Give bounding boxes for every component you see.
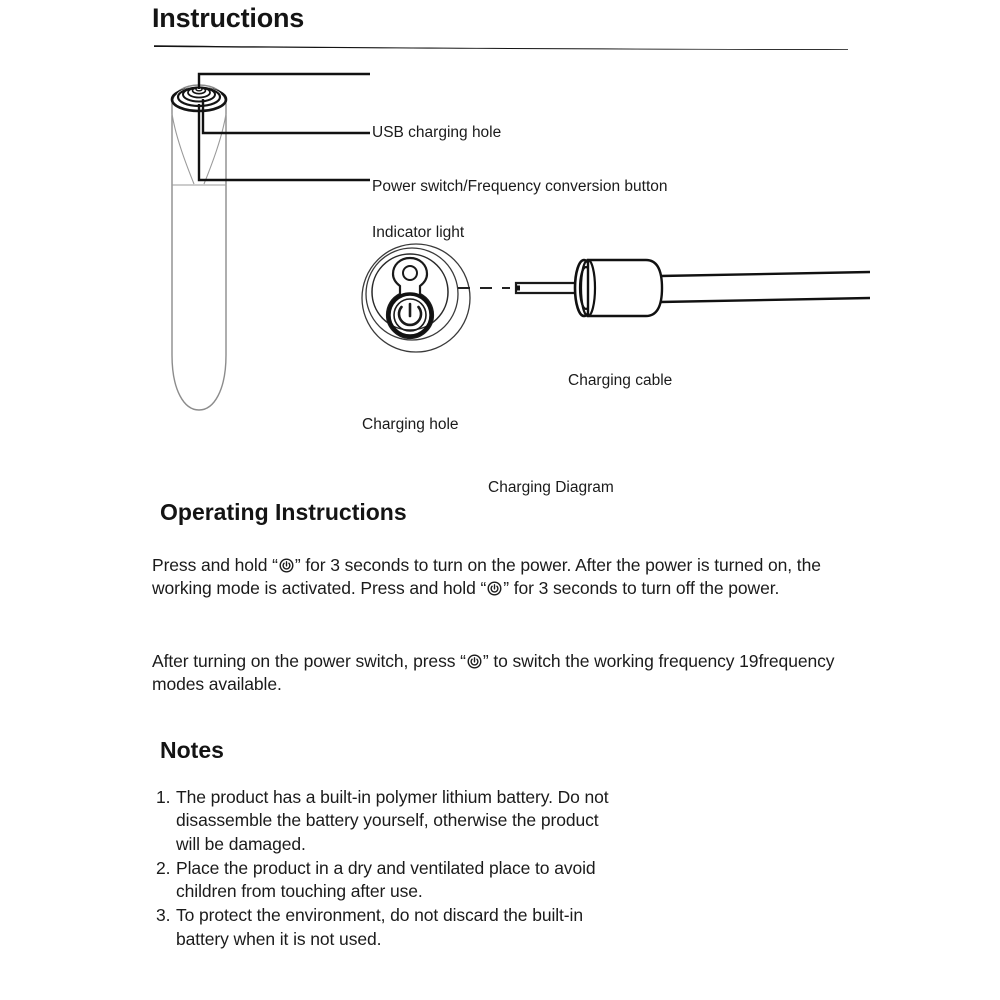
- op2-text-part-2: ” to switch the working frequency 19frequency modes available.: [152, 651, 835, 695]
- charging-hole-icon: [362, 244, 470, 352]
- note-number: 2.: [156, 857, 171, 878]
- operating-instructions-heading: Operating Instructions: [160, 499, 407, 525]
- note-text: [176, 786, 856, 856]
- caption-charging-hole: Charging hole: [362, 416, 459, 433]
- operating-paragraph-1: [152, 554, 852, 600]
- list-item: [156, 786, 856, 856]
- op1-text-part-2: ” for 3 seconds to turn on the power. After the power is turned on, the working mode is activated. Press and hold “: [152, 555, 821, 599]
- note-text: [176, 857, 856, 904]
- caption-charging-diagram: Charging Diagram: [488, 479, 614, 496]
- page-header: [152, 4, 852, 34]
- note-number: 1.: [156, 787, 171, 807]
- op2-text-part-1: After turning on the power switch, press “: [152, 651, 466, 671]
- callout-label-usb-charging-hole: USB charging hole: [372, 124, 502, 141]
- operating-paragraph-2: [152, 650, 868, 696]
- power-icon: [279, 558, 294, 573]
- op1-text-part-1: Press and hold “: [152, 555, 278, 575]
- note-line: disassemble the battery yourself, otherwise the product: [176, 810, 599, 831]
- header-divider: [154, 44, 848, 50]
- power-icon: [467, 654, 482, 669]
- device-diagram: [150, 52, 870, 496]
- list-item: [156, 904, 856, 951]
- note-line: will be damaged.: [176, 833, 306, 854]
- charging-cable-icon: [516, 260, 870, 316]
- notes-heading: Notes: [160, 737, 224, 763]
- callout-label-indicator-light: Indicator light: [372, 224, 465, 241]
- notes-list: [156, 786, 856, 952]
- note-line: Place the product in a dry and ventilated place to avoid: [176, 857, 596, 878]
- leader-lines: [199, 74, 370, 180]
- note-line: To protect the environment, do not discard the built-in: [176, 905, 583, 926]
- note-line: battery when it is not used.: [176, 928, 382, 949]
- note-line: The product has a built-in polymer lithium battery. Do not: [176, 787, 609, 807]
- callout-label-power-switch: Power switch/Frequency conversion button: [372, 178, 668, 195]
- charging-diagram-artwork: [350, 232, 870, 372]
- power-icon: [487, 581, 502, 596]
- op1-text-part-3: ” for 3 seconds to turn off the power.: [503, 578, 780, 599]
- list-item: [156, 857, 856, 904]
- caption-charging-cable: Charging cable: [568, 372, 673, 389]
- note-text: [176, 904, 856, 951]
- note-number: 3.: [156, 905, 171, 926]
- note-line: children from touching after use.: [176, 881, 423, 902]
- page-title: Instructions: [152, 3, 305, 33]
